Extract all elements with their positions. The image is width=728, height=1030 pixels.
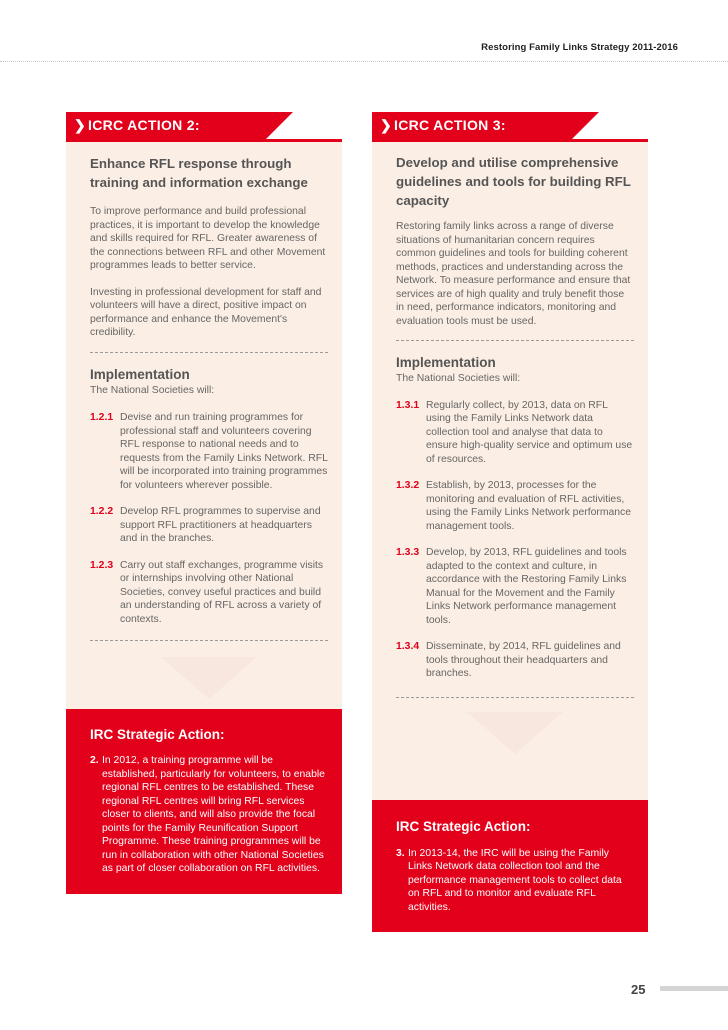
action-panel — [66, 142, 342, 709]
item-text: Regularly collect, by 2013, data on RFL using the Family Links Network data collection tool and analyse that data to ensure high-quality service and optimum use of resources. — [426, 399, 633, 465]
implementation-intro: The National Societies will: — [90, 384, 215, 396]
strategic-action-box — [372, 800, 648, 933]
strategic-action-item — [90, 754, 328, 876]
list-item — [396, 546, 634, 627]
strategic-action-text: In 2013-14, the IRC will be using the Family Links Network data collection tool and the performance management tools to collect data on RFL and to monitor and evaluate RFL activities. — [408, 847, 622, 913]
chevron-right-icon: ❯ — [74, 117, 87, 133]
icrc-action-2-column — [66, 112, 342, 894]
action-panel — [372, 142, 648, 800]
page-number: 25 — [631, 982, 646, 997]
header-divider — [0, 61, 728, 62]
item-number: 1.3.2 — [396, 480, 420, 491]
intro-paragraph: Restoring family links across a range of diverse situations of humanitarian concern requires common guidelines and tools for building coherent methods, practices and understanding across the Network. To measure performance and ensure that services are of high quality and truly benefit those in need, performance indicators, monitoring and evaluation tools must be used. — [396, 221, 631, 327]
item-number: 1.2.2 — [90, 506, 114, 517]
item-number: 1.3.3 — [396, 547, 420, 558]
strategic-action-text: In 2012, a training programme will be established, particularly for volunteers, to enable regional RFL centres to be established. These regional RFL centres will bring RFL services closer to clients, and will also provide the focal points for the Family Reunification Support Programme. These training programmes will be run in collaboration with other National Societies as part of closer collaboration on RFL activities. — [102, 755, 325, 874]
action-tab — [66, 112, 266, 139]
implementation-heading: Implementation — [90, 366, 190, 382]
running-header: Restoring Family Links Strategy 2011-2016 — [481, 42, 678, 53]
item-number: 1.2.1 — [90, 412, 114, 423]
arrow-down-icon — [467, 712, 563, 754]
list-item — [396, 399, 634, 467]
item-number: 1.3.1 — [396, 399, 420, 411]
implementation-heading: Implementation — [396, 355, 496, 370]
strategic-action-item — [396, 847, 634, 915]
item-text: Devise and run training programmes for professional staff and volunteers covering RFL response to national needs and to requests from the Family Links Network. RFL will be incorporated into training programmes for volunteers wherever possible. — [120, 412, 328, 491]
implementation-intro: The National Societies will: — [396, 373, 521, 384]
strategic-action-heading: IRC Strategic Action: — [90, 727, 225, 742]
strategic-action-number: 2. — [90, 755, 99, 766]
strategic-action-heading: IRC Strategic Action: — [396, 818, 531, 834]
item-text: Establish, by 2013, processes for the monitoring and evaluation of RFL activities, using the Family Links Network performance management tools. — [426, 480, 632, 532]
item-number: 1.2.3 — [90, 559, 114, 571]
intro-paragraph: To improve performance and build professional practices, it is important to develop the knowledge and skills required for RFL. Greater awareness of the connections between RFL and other Movement programmes leads to better service. — [90, 206, 326, 271]
page-number-bar — [660, 986, 728, 991]
list-item — [396, 640, 634, 681]
list-item — [90, 559, 328, 627]
arrow-down-icon — [161, 657, 257, 699]
item-number: 1.3.4 — [396, 641, 420, 652]
action-title: Enhance RFL response through training and information exchange — [90, 156, 308, 190]
list-item — [90, 505, 328, 546]
action-tab-label: ICRC ACTION 3: — [394, 117, 506, 133]
action-tab-label: ICRC ACTION 2: — [88, 117, 200, 133]
action-title: Develop and utilise comprehensive guidelines and tools for building RFL capacity — [396, 155, 631, 208]
list-item — [396, 479, 634, 533]
action-tab — [372, 112, 572, 139]
chevron-right-icon: ❯ — [380, 117, 393, 133]
list-item — [90, 411, 328, 492]
item-text: Develop RFL programmes to supervise and support RFL practitioners at headquarters and in the branches. — [120, 506, 321, 544]
item-text: Develop, by 2013, RFL guidelines and tools adapted to the context and culture, in accordance with the Restoring Family Links Manual for the Movement and the Family Links Network performance management tools. — [426, 547, 627, 626]
item-text: Disseminate, by 2014, RFL guidelines and tools throughout their headquarters and branches. — [426, 641, 621, 679]
strategic-action-box — [66, 709, 342, 894]
strategic-action-number: 3. — [396, 847, 405, 859]
intro-paragraph: Investing in professional development for staff and volunteers will have a direct, positive impact on performance and enhance the Movement's credibility. — [90, 286, 322, 338]
icrc-action-3-column — [372, 112, 648, 932]
item-text: Carry out staff exchanges, programme visits or internships involving other National Societies, convey useful practices and build an understanding of RFL across a variety of contexts. — [120, 559, 324, 625]
